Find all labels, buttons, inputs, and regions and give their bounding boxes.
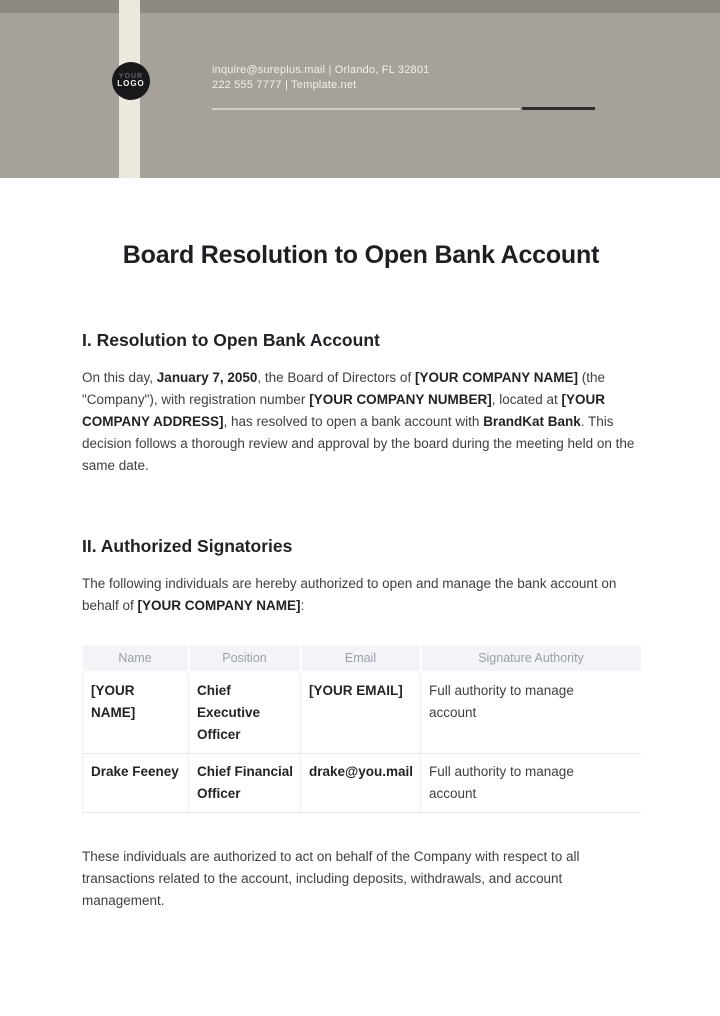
signatories-table: [82, 645, 641, 813]
header-divider-dark: [522, 107, 595, 110]
column-header-name: Name: [83, 645, 189, 672]
table-header-row: [83, 645, 641, 672]
cell-position: Chief Financial Officer: [189, 754, 301, 813]
cell-name: Drake Feeney: [83, 754, 189, 813]
contact-line-phone-website: 222 555 7777 | Template.net: [212, 79, 357, 91]
company-logo-icon: [112, 62, 150, 100]
section-1-heading: I. Resolution to Open Bank Account: [82, 330, 380, 350]
logo-text-bottom: LOGO: [117, 79, 145, 89]
table-row: [83, 672, 641, 754]
cell-authority: [421, 754, 641, 813]
letterhead: [0, 0, 720, 178]
cell-authority-text: Full authority to manage account: [429, 683, 574, 720]
cell-email: [YOUR EMAIL]: [301, 672, 421, 754]
cell-email: drake@you.mail: [301, 754, 421, 813]
section-2-heading: II. Authorized Signatories: [82, 536, 293, 556]
cell-position: Chief Executive Officer: [189, 672, 301, 754]
document-body: [82, 240, 640, 912]
page-title: Board Resolution to Open Bank Account: [122, 241, 600, 269]
header-divider-light: [212, 108, 520, 110]
cell-authority: [421, 672, 641, 754]
logo-text-top: YOUR: [118, 72, 144, 80]
section-1-paragraph: On this day, January 7, 2050, the Board of Directors of [YOUR COMPANY NAME] (the "Company"), with registration number [YOUR COMPANY NUMBER], located at [YOUR COMPANY ADDRESS], has resolved to open a bank account with BrandKat Bank. This decision follows a thorough review and approval by the board during the meeting held on the same date.: [82, 370, 635, 473]
letterhead-top-band: [0, 0, 720, 13]
column-header-email: Email: [301, 645, 421, 672]
column-header-position: Position: [189, 645, 301, 672]
contact-info: [212, 63, 429, 93]
cell-name: [YOUR NAME]: [83, 672, 189, 754]
section-2-intro-paragraph: The following individuals are hereby authorized to open and manage the bank account on behalf of [YOUR COMPANY NAME]:: [82, 576, 617, 613]
column-header-signature-authority: Signature Authority: [421, 645, 641, 672]
cell-authority-text: Full authority to manage account: [429, 764, 574, 801]
closing-paragraph: These individuals are authorized to act on behalf of the Company with respect to all transactions related to the account, including deposits, withdrawals, and account management.: [82, 849, 580, 908]
contact-line-email-location: inquire@sureplus.mail | Orlando, FL 32801: [212, 64, 430, 76]
table-row: [83, 754, 641, 813]
